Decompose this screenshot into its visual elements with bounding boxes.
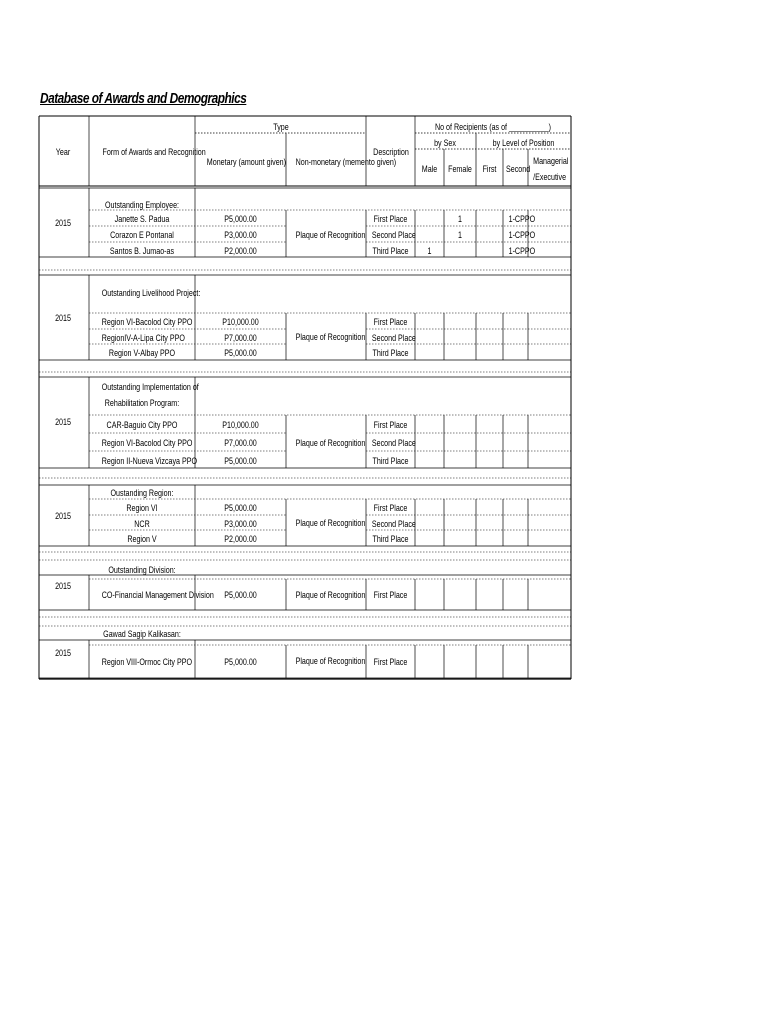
awardee-name: Santos B. Jumao-as (109, 244, 175, 256)
female-count: 1 (458, 212, 462, 224)
awardee-name: Region VI-Bacolod City PPO (101, 436, 193, 448)
description-cell: First Place (373, 589, 408, 600)
female-count: 1 (458, 228, 462, 240)
category-label: Outstanding Implementation of (101, 381, 199, 392)
header-by-level: by Level of Position (492, 137, 555, 148)
header-female: Female (448, 163, 472, 174)
managerial-count: 1-CPPO (508, 244, 536, 256)
awardee-name: Region V-Albay PPO (108, 346, 176, 358)
amount-cell: P10,000.00 (222, 315, 259, 327)
header-first: First (482, 163, 497, 174)
amount-cell: P5,000.00 (224, 589, 257, 600)
amount-cell: P5,000.00 (224, 212, 257, 224)
managerial-count: 1-CPPO (508, 212, 536, 224)
category-label: Outstanding Division: (108, 564, 176, 575)
category-label: Outstanding Employee: (104, 199, 180, 210)
header-year: Year (55, 146, 71, 157)
amount-cell: P5,000.00 (224, 454, 257, 466)
awardee-name: Region II-Nueva Vizcaya PPO (101, 454, 198, 466)
header-managerial: Managerial (533, 155, 569, 166)
amount-cell: P7,000.00 (224, 436, 257, 448)
header-monetary: Monetary (amount given) (206, 156, 287, 167)
amount-cell: P3,000.00 (224, 517, 257, 529)
awardee-name: Region V (127, 532, 157, 544)
nonmonetary-cell: Plaque of Recognition (295, 331, 366, 342)
description-cell: First Place (373, 501, 408, 513)
description-cell: First Place (373, 418, 408, 430)
male-count: 1 (427, 244, 432, 256)
year-cell: 2015 (55, 416, 71, 427)
amount-cell: P2,000.00 (224, 244, 257, 256)
amount-cell: P2,000.00 (224, 532, 257, 544)
header-nonmonetary: Non-monetary (memento given) (295, 156, 397, 167)
awardee-name: CO-Financial Management Division (101, 589, 214, 600)
amount-cell: P5,000.00 (224, 656, 257, 667)
header-second: Second (506, 163, 531, 174)
year-cell: 2015 (55, 510, 71, 521)
year-cell: 2015 (55, 312, 71, 323)
description-cell: Third Place (372, 454, 409, 466)
amount-cell: P7,000.00 (224, 331, 257, 343)
page-title: Database of Awards and Demographics (40, 91, 247, 107)
category-label: Oustanding Region: (110, 487, 174, 498)
description-cell: Third Place (372, 346, 409, 358)
description-cell: Second Place (371, 228, 416, 240)
awardee-name: Region VIII-Ormoc City PPO (101, 656, 192, 667)
description-cell: First Place (373, 315, 408, 327)
year-cell: 2015 (55, 217, 71, 228)
awardee-name: Region VI (126, 501, 158, 513)
nonmonetary-cell: Plaque of Recognition (295, 589, 366, 600)
nonmonetary-cell: Plaque of Recognition (295, 517, 366, 528)
header-male: Male (421, 163, 438, 174)
awardee-name: Region VI-Bacolod City PPO (101, 315, 193, 327)
header-type: Type (273, 121, 289, 132)
awardee-name: RegionIV-A-Lipa City PPO (101, 331, 185, 343)
header-executive: /Executive (533, 171, 567, 182)
amount-cell: P3,000.00 (224, 228, 257, 240)
description-cell: Third Place (372, 244, 409, 256)
year-cell: 2015 (55, 580, 71, 591)
description-cell: First Place (373, 656, 408, 667)
category-label: Outstanding Livelihood Project: (101, 287, 201, 298)
nonmonetary-cell: Plaque of Recognition (295, 229, 366, 240)
amount-cell: P5,000.00 (224, 501, 257, 513)
amount-cell: P5,000.00 (224, 346, 257, 358)
description-cell: Third Place (372, 532, 409, 544)
awardee-name: CAR-Baguio City PPO (106, 418, 178, 430)
year-cell: 2015 (55, 647, 71, 658)
header-by-sex: by Sex (434, 137, 456, 148)
description-cell: Second Place (371, 436, 416, 448)
awardee-name: Janette S. Padua (114, 212, 170, 224)
category-label: Rehabilitation Program: (104, 397, 180, 408)
description-cell: Second Place (371, 331, 416, 343)
amount-cell: P10,000.00 (222, 418, 259, 430)
description-cell: Second Place (371, 517, 416, 529)
managerial-count: 1-CPPO (508, 228, 536, 240)
description-cell: First Place (373, 212, 408, 224)
header-description: Description (373, 146, 409, 157)
awardee-name: Corazon E Pontanal (110, 228, 174, 240)
header-recipients: No of Recipients (as of __________) (434, 121, 552, 132)
category-label: Gawad Sagip Kalikasan: (103, 628, 181, 639)
header-form: Form of Awards and Recognition (102, 146, 206, 157)
awardee-name: NCR (134, 517, 150, 529)
nonmonetary-cell: Plaque of Recognition (295, 437, 366, 448)
nonmonetary-cell: Plaque of Recognition (295, 655, 366, 666)
